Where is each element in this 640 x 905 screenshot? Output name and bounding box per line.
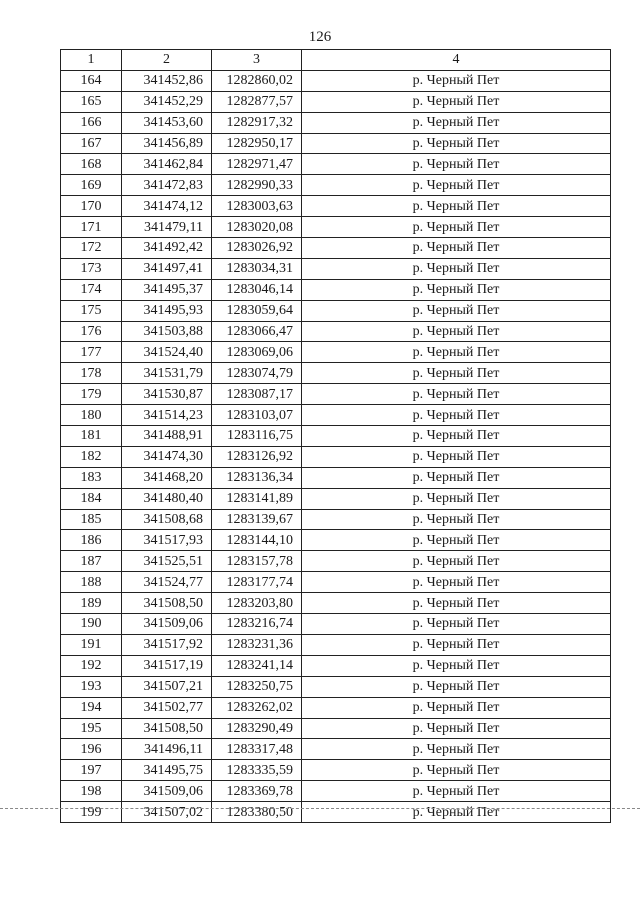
y-coordinate-cell: 1282860,02 bbox=[212, 70, 302, 91]
x-coordinate-cell: 341530,87 bbox=[122, 384, 212, 405]
y-coordinate-cell: 1283231,36 bbox=[212, 634, 302, 655]
table-row bbox=[61, 91, 611, 112]
y-coordinate-cell: 1283020,08 bbox=[212, 217, 302, 238]
description-cell: р. Черный Пет bbox=[302, 697, 611, 718]
point-number-cell: 182 bbox=[61, 446, 122, 467]
table-row bbox=[61, 405, 611, 426]
table-row bbox=[61, 426, 611, 447]
point-number-cell: 175 bbox=[61, 300, 122, 321]
x-coordinate-cell: 341495,37 bbox=[122, 279, 212, 300]
point-number-cell: 199 bbox=[61, 802, 122, 823]
y-coordinate-cell: 1283317,48 bbox=[212, 739, 302, 760]
description-cell: р. Черный Пет bbox=[302, 154, 611, 175]
table-row bbox=[61, 258, 611, 279]
y-coordinate-cell: 1282971,47 bbox=[212, 154, 302, 175]
x-coordinate-cell: 341492,42 bbox=[122, 238, 212, 259]
description-cell: р. Черный Пет bbox=[302, 551, 611, 572]
y-coordinate-cell: 1283157,78 bbox=[212, 551, 302, 572]
x-coordinate-cell: 341517,92 bbox=[122, 634, 212, 655]
column-header: 2 bbox=[122, 50, 212, 71]
y-coordinate-cell: 1283074,79 bbox=[212, 363, 302, 384]
point-number-cell: 197 bbox=[61, 760, 122, 781]
y-coordinate-cell: 1283003,63 bbox=[212, 196, 302, 217]
description-cell: р. Черный Пет bbox=[302, 91, 611, 112]
y-coordinate-cell: 1283250,75 bbox=[212, 676, 302, 697]
y-coordinate-cell: 1283059,64 bbox=[212, 300, 302, 321]
description-cell: р. Черный Пет bbox=[302, 175, 611, 196]
description-cell: р. Черный Пет bbox=[302, 530, 611, 551]
description-cell: р. Черный Пет bbox=[302, 718, 611, 739]
x-coordinate-cell: 341517,19 bbox=[122, 655, 212, 676]
point-number-cell: 178 bbox=[61, 363, 122, 384]
table-row bbox=[61, 279, 611, 300]
x-coordinate-cell: 341495,93 bbox=[122, 300, 212, 321]
x-coordinate-cell: 341479,11 bbox=[122, 217, 212, 238]
table-row bbox=[61, 509, 611, 530]
x-coordinate-cell: 341497,41 bbox=[122, 258, 212, 279]
description-cell: р. Черный Пет bbox=[302, 363, 611, 384]
point-number-cell: 181 bbox=[61, 426, 122, 447]
description-cell: р. Черный Пет bbox=[302, 342, 611, 363]
table-body bbox=[61, 70, 611, 822]
point-number-cell: 172 bbox=[61, 238, 122, 259]
point-number-cell: 195 bbox=[61, 718, 122, 739]
description-cell: р. Черный Пет bbox=[302, 509, 611, 530]
y-coordinate-cell: 1283290,49 bbox=[212, 718, 302, 739]
table-row bbox=[61, 175, 611, 196]
x-coordinate-cell: 341509,06 bbox=[122, 614, 212, 635]
y-coordinate-cell: 1283177,74 bbox=[212, 572, 302, 593]
description-cell: р. Черный Пет bbox=[302, 279, 611, 300]
description-cell: р. Черный Пет bbox=[302, 739, 611, 760]
point-number-cell: 186 bbox=[61, 530, 122, 551]
x-coordinate-cell: 341472,83 bbox=[122, 175, 212, 196]
description-cell: р. Черный Пет bbox=[302, 70, 611, 91]
table-row bbox=[61, 446, 611, 467]
table-row bbox=[61, 802, 611, 823]
table-row bbox=[61, 655, 611, 676]
description-cell: р. Черный Пет bbox=[302, 258, 611, 279]
point-number-cell: 167 bbox=[61, 133, 122, 154]
x-coordinate-cell: 341474,30 bbox=[122, 446, 212, 467]
y-coordinate-cell: 1283262,02 bbox=[212, 697, 302, 718]
table-row bbox=[61, 634, 611, 655]
x-coordinate-cell: 341453,60 bbox=[122, 112, 212, 133]
table-row bbox=[61, 718, 611, 739]
description-cell: р. Черный Пет bbox=[302, 676, 611, 697]
table-row bbox=[61, 363, 611, 384]
description-cell: р. Черный Пет bbox=[302, 405, 611, 426]
description-cell: р. Черный Пет bbox=[302, 133, 611, 154]
y-coordinate-cell: 1283046,14 bbox=[212, 279, 302, 300]
x-coordinate-cell: 341503,88 bbox=[122, 321, 212, 342]
table-row bbox=[61, 133, 611, 154]
table-row bbox=[61, 551, 611, 572]
point-number-cell: 174 bbox=[61, 279, 122, 300]
point-number-cell: 170 bbox=[61, 196, 122, 217]
x-coordinate-cell: 341468,20 bbox=[122, 467, 212, 488]
table-row bbox=[61, 70, 611, 91]
point-number-cell: 176 bbox=[61, 321, 122, 342]
y-coordinate-cell: 1282990,33 bbox=[212, 175, 302, 196]
x-coordinate-cell: 341480,40 bbox=[122, 488, 212, 509]
y-coordinate-cell: 1282950,17 bbox=[212, 133, 302, 154]
table-row bbox=[61, 196, 611, 217]
table-row bbox=[61, 217, 611, 238]
table-row bbox=[61, 760, 611, 781]
y-coordinate-cell: 1283026,92 bbox=[212, 238, 302, 259]
table-row bbox=[61, 300, 611, 321]
x-coordinate-cell: 341452,29 bbox=[122, 91, 212, 112]
x-coordinate-cell: 341462,84 bbox=[122, 154, 212, 175]
description-cell: р. Черный Пет bbox=[302, 196, 611, 217]
y-coordinate-cell: 1283034,31 bbox=[212, 258, 302, 279]
point-number-cell: 198 bbox=[61, 781, 122, 802]
point-number-cell: 190 bbox=[61, 614, 122, 635]
x-coordinate-cell: 341524,40 bbox=[122, 342, 212, 363]
x-coordinate-cell: 341488,91 bbox=[122, 426, 212, 447]
x-coordinate-cell: 341495,75 bbox=[122, 760, 212, 781]
point-number-cell: 168 bbox=[61, 154, 122, 175]
x-coordinate-cell: 341456,89 bbox=[122, 133, 212, 154]
point-number-cell: 180 bbox=[61, 405, 122, 426]
description-cell: р. Черный Пет bbox=[302, 300, 611, 321]
x-coordinate-cell: 341508,50 bbox=[122, 718, 212, 739]
description-cell: р. Черный Пет bbox=[302, 112, 611, 133]
x-coordinate-cell: 341525,51 bbox=[122, 551, 212, 572]
table-row bbox=[61, 154, 611, 175]
y-coordinate-cell: 1283069,06 bbox=[212, 342, 302, 363]
x-coordinate-cell: 341496,11 bbox=[122, 739, 212, 760]
scan-artifact-line bbox=[0, 808, 640, 809]
point-number-cell: 192 bbox=[61, 655, 122, 676]
x-coordinate-cell: 341508,50 bbox=[122, 593, 212, 614]
description-cell: р. Черный Пет bbox=[302, 446, 611, 467]
x-coordinate-cell: 341507,02 bbox=[122, 802, 212, 823]
table-row bbox=[61, 530, 611, 551]
coordinates-table bbox=[60, 49, 611, 823]
table-row bbox=[61, 697, 611, 718]
table-row bbox=[61, 384, 611, 405]
description-cell: р. Черный Пет bbox=[302, 321, 611, 342]
point-number-cell: 189 bbox=[61, 593, 122, 614]
table-header-row bbox=[61, 50, 611, 71]
description-cell: р. Черный Пет bbox=[302, 572, 611, 593]
y-coordinate-cell: 1283241,14 bbox=[212, 655, 302, 676]
description-cell: р. Черный Пет bbox=[302, 593, 611, 614]
point-number-cell: 169 bbox=[61, 175, 122, 196]
x-coordinate-cell: 341524,77 bbox=[122, 572, 212, 593]
x-coordinate-cell: 341474,12 bbox=[122, 196, 212, 217]
table-row bbox=[61, 467, 611, 488]
x-coordinate-cell: 341507,21 bbox=[122, 676, 212, 697]
y-coordinate-cell: 1283203,80 bbox=[212, 593, 302, 614]
point-number-cell: 196 bbox=[61, 739, 122, 760]
description-cell: р. Черный Пет bbox=[302, 614, 611, 635]
point-number-cell: 188 bbox=[61, 572, 122, 593]
table-row bbox=[61, 321, 611, 342]
point-number-cell: 185 bbox=[61, 509, 122, 530]
description-cell: р. Черный Пет bbox=[302, 655, 611, 676]
point-number-cell: 194 bbox=[61, 697, 122, 718]
y-coordinate-cell: 1283380,50 bbox=[212, 802, 302, 823]
table-row bbox=[61, 676, 611, 697]
point-number-cell: 173 bbox=[61, 258, 122, 279]
table-row bbox=[61, 342, 611, 363]
description-cell: р. Черный Пет bbox=[302, 760, 611, 781]
y-coordinate-cell: 1283141,89 bbox=[212, 488, 302, 509]
y-coordinate-cell: 1283087,17 bbox=[212, 384, 302, 405]
column-header: 4 bbox=[302, 50, 611, 71]
description-cell: р. Черный Пет bbox=[302, 802, 611, 823]
y-coordinate-cell: 1283066,47 bbox=[212, 321, 302, 342]
table-row bbox=[61, 488, 611, 509]
y-coordinate-cell: 1283369,78 bbox=[212, 781, 302, 802]
description-cell: р. Черный Пет bbox=[302, 781, 611, 802]
y-coordinate-cell: 1283136,34 bbox=[212, 467, 302, 488]
column-header: 3 bbox=[212, 50, 302, 71]
x-coordinate-cell: 341508,68 bbox=[122, 509, 212, 530]
x-coordinate-cell: 341514,23 bbox=[122, 405, 212, 426]
point-number-cell: 193 bbox=[61, 676, 122, 697]
table-row bbox=[61, 238, 611, 259]
x-coordinate-cell: 341531,79 bbox=[122, 363, 212, 384]
table-row bbox=[61, 593, 611, 614]
x-coordinate-cell: 341517,93 bbox=[122, 530, 212, 551]
x-coordinate-cell: 341452,86 bbox=[122, 70, 212, 91]
y-coordinate-cell: 1283216,74 bbox=[212, 614, 302, 635]
page-number: 126 bbox=[308, 29, 332, 45]
table-row bbox=[61, 739, 611, 760]
description-cell: р. Черный Пет bbox=[302, 426, 611, 447]
description-cell: р. Черный Пет bbox=[302, 238, 611, 259]
y-coordinate-cell: 1283139,67 bbox=[212, 509, 302, 530]
y-coordinate-cell: 1282877,57 bbox=[212, 91, 302, 112]
point-number-cell: 179 bbox=[61, 384, 122, 405]
table-row bbox=[61, 572, 611, 593]
y-coordinate-cell: 1282917,32 bbox=[212, 112, 302, 133]
description-cell: р. Черный Пет bbox=[302, 488, 611, 509]
point-number-cell: 191 bbox=[61, 634, 122, 655]
point-number-cell: 171 bbox=[61, 217, 122, 238]
y-coordinate-cell: 1283144,10 bbox=[212, 530, 302, 551]
x-coordinate-cell: 341502,77 bbox=[122, 697, 212, 718]
description-cell: р. Черный Пет bbox=[302, 634, 611, 655]
description-cell: р. Черный Пет bbox=[302, 217, 611, 238]
description-cell: р. Черный Пет bbox=[302, 384, 611, 405]
point-number-cell: 183 bbox=[61, 467, 122, 488]
y-coordinate-cell: 1283103,07 bbox=[212, 405, 302, 426]
point-number-cell: 165 bbox=[61, 91, 122, 112]
table-row bbox=[61, 112, 611, 133]
y-coordinate-cell: 1283126,92 bbox=[212, 446, 302, 467]
table-row bbox=[61, 614, 611, 635]
x-coordinate-cell: 341509,06 bbox=[122, 781, 212, 802]
y-coordinate-cell: 1283116,75 bbox=[212, 426, 302, 447]
y-coordinate-cell: 1283335,59 bbox=[212, 760, 302, 781]
description-cell: р. Черный Пет bbox=[302, 467, 611, 488]
point-number-cell: 164 bbox=[61, 70, 122, 91]
column-header: 1 bbox=[61, 50, 122, 71]
point-number-cell: 177 bbox=[61, 342, 122, 363]
point-number-cell: 184 bbox=[61, 488, 122, 509]
point-number-cell: 187 bbox=[61, 551, 122, 572]
table-row bbox=[61, 781, 611, 802]
point-number-cell: 166 bbox=[61, 112, 122, 133]
